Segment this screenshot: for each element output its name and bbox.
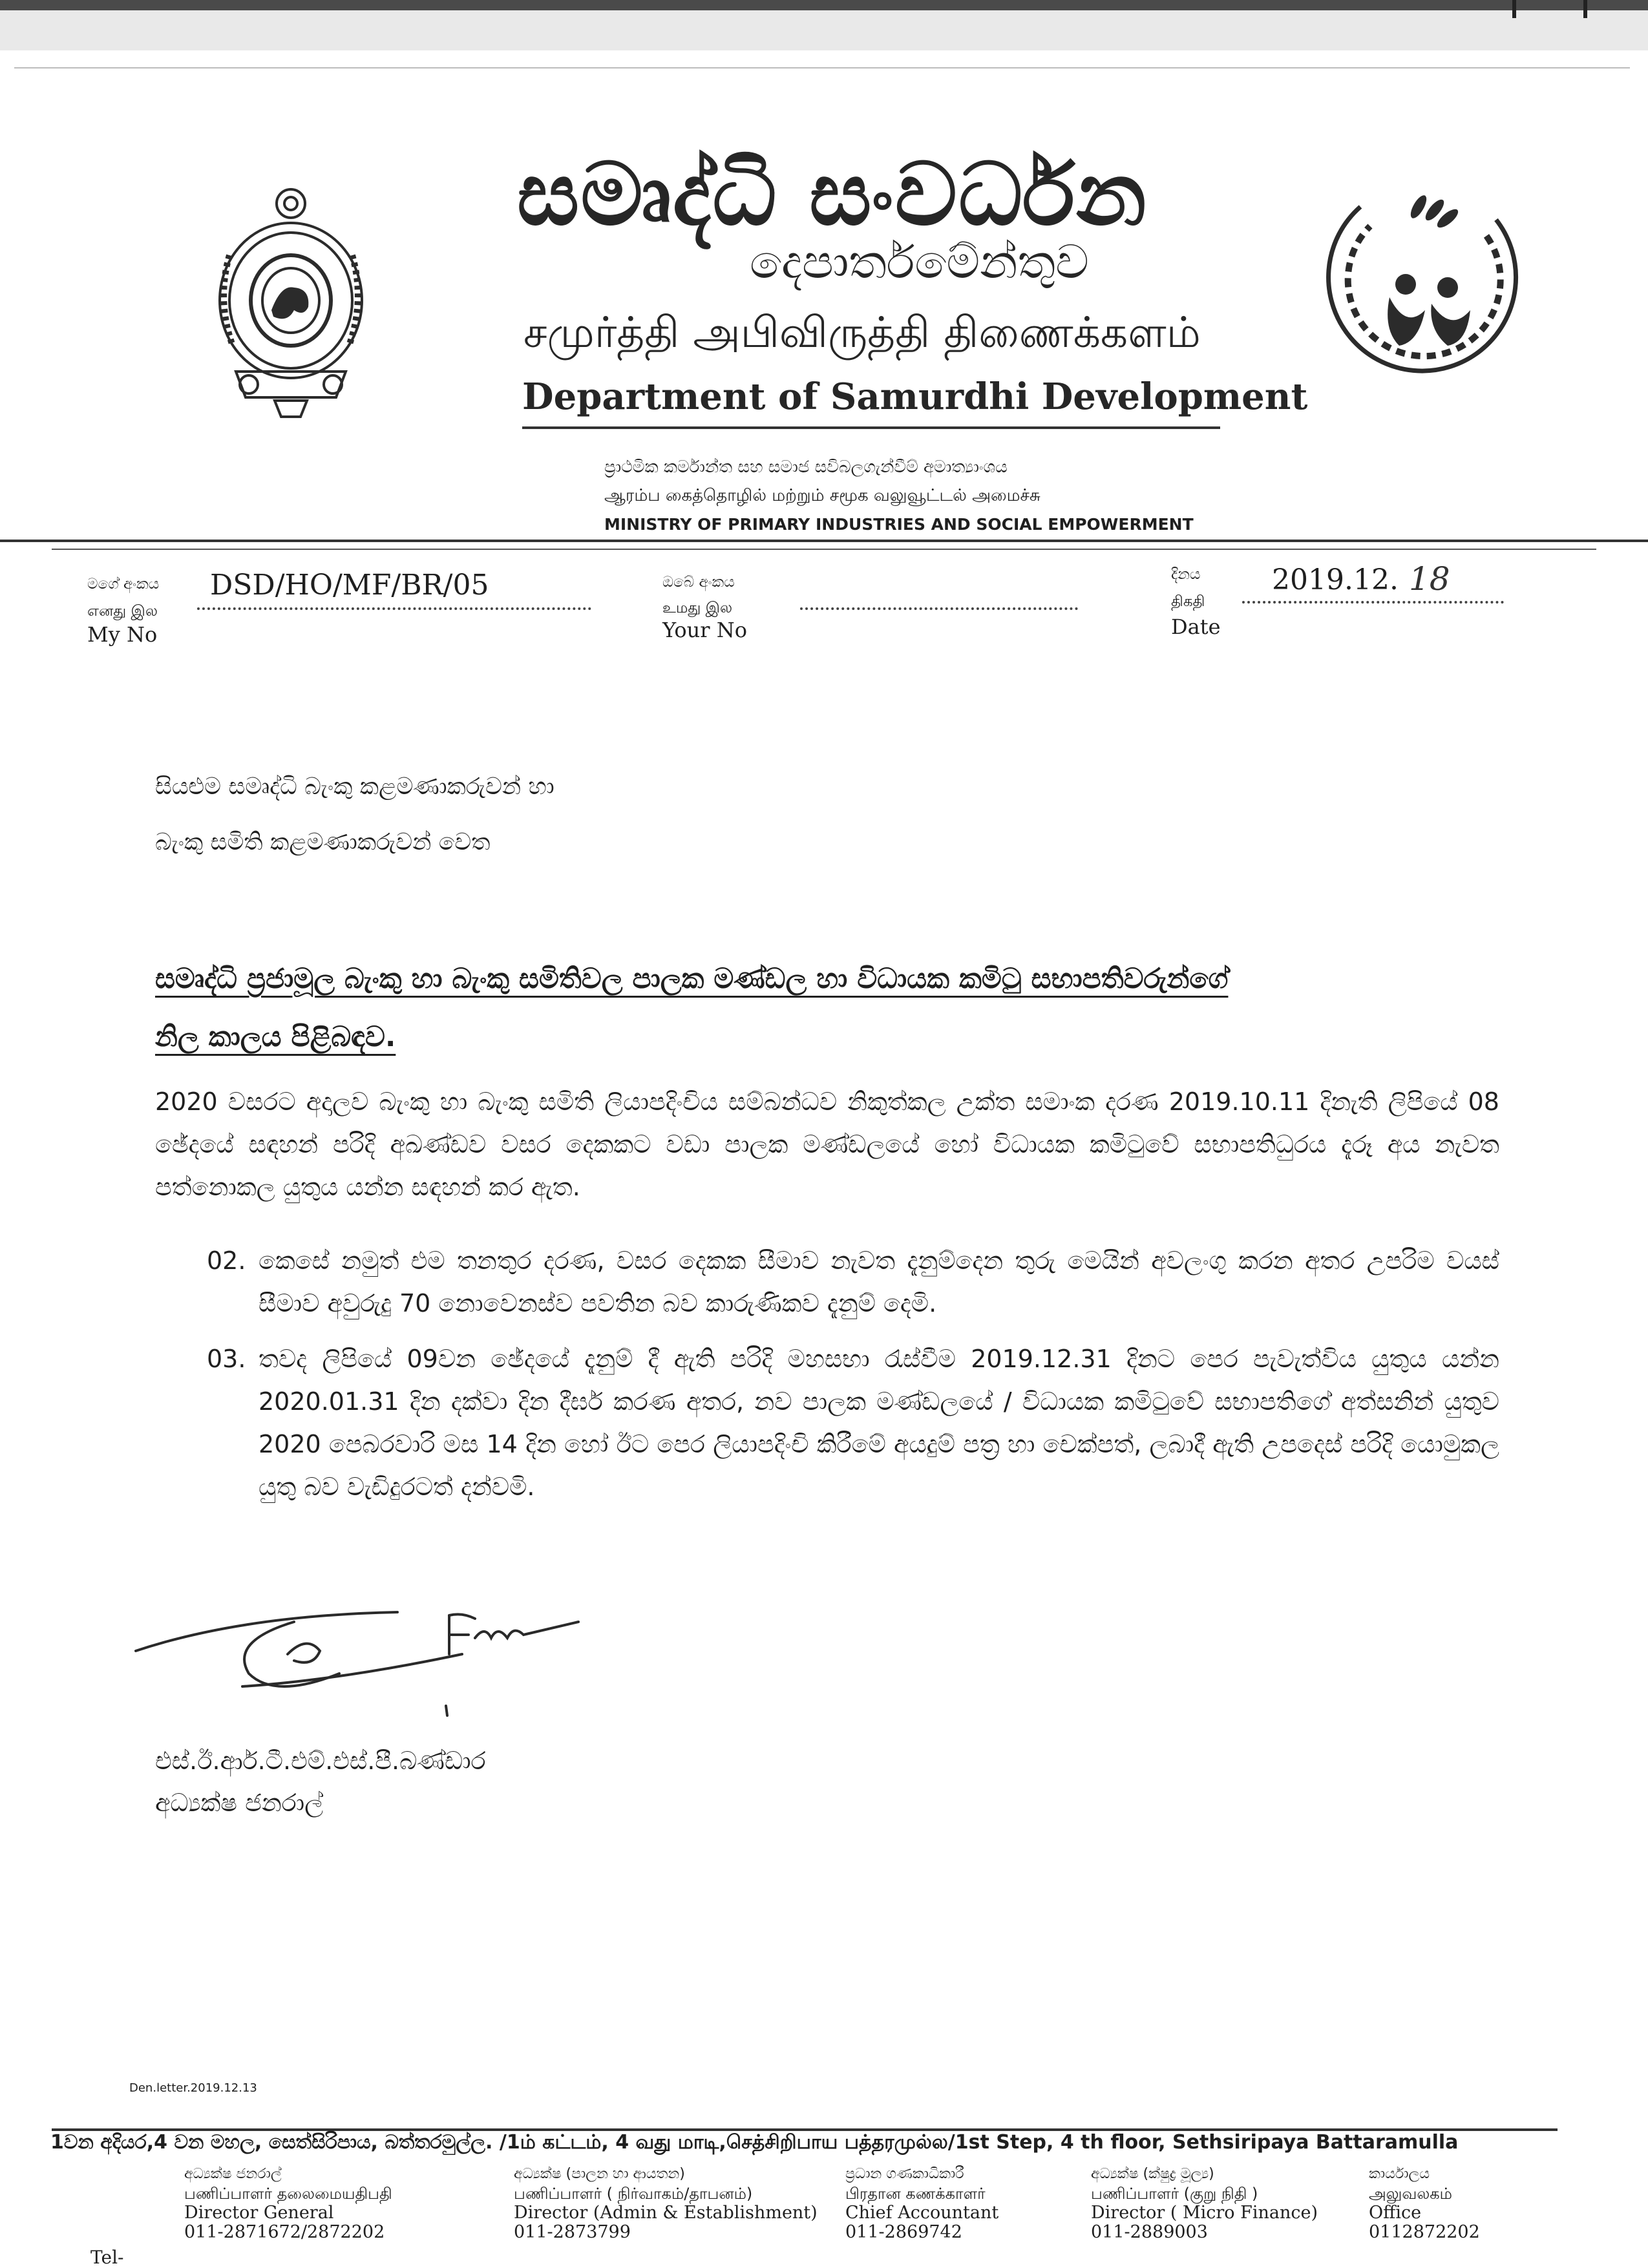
contact-telephone: 011-2889003 [1091, 2222, 1208, 2242]
contact-telephone: 011-2869742 [845, 2222, 962, 2242]
addressee-line-1: සියළුම සමෘද්ධි බැංකු කළමණාකරුවන් හා [155, 773, 555, 800]
item-2-text: කෙසේ නමුත් එම තනතුර දරණ, වසර දෙකක සීමාව නැවත දැනුම්දෙන තුරු මෙයින් අවලංගු කරන අතර උපරිම වයස් සීමාව අවුරුදු 70 නොවෙනස්ව පවතින බව කාරුණිකව දැනුම් දෙමි. [259, 1246, 1499, 1318]
contact-telephone: 011-2871672/2872202 [184, 2222, 385, 2242]
letterhead-divider [522, 426, 1220, 429]
item-2-number: 02. [207, 1246, 246, 1275]
contact-title-english: Director ( Micro Finance) [1091, 2203, 1318, 2223]
contact-title-english: Director (Admin & Establishment) [514, 2203, 818, 2223]
contact-title-tamil: பணிப்பாளர் ( நிர்வாகம்/தாபனம்) [514, 2185, 753, 2203]
samurdhi-logo-icon [1322, 181, 1528, 394]
ministry-name-sinhala: ප්‍රාථමික කර්මාන්ත සහ සමාජ සවිබලගැන්වීම් අමාත්‍යාංශය [604, 457, 1008, 477]
letter-reference-code: Den.letter.2019.12.13 [129, 2081, 257, 2095]
header-rule [0, 540, 1648, 542]
scan-mark [1512, 0, 1516, 18]
item-3-text: තවද ලිපියේ 09වන ඡේදයේ දැනුම් දී ඇති පරිදි මහසභා රැස්වීම 2019.12.31 දිනට පෙර පැවැත්විය යුතුය යන්න 2020.01.31 දින දක්වා දින දීර්ඝ කරණ අතර, නව පාලක මණ්ඩලයේ / විධායක කමිටුවේ සභාපතිගේ අත්සනින් යුතුව 2020 පෙබරවාරි මස 14 දින හෝ ඊට පෙර ලියාපදිංචි කිරීමේ අයදුම් පත්‍ර හා චෙක්පත්, ලබාදී ඇති උපදෙස් පරිදි යොමුකල යුතු බව වැඩිදුරටත් දන්වමි. [259, 1345, 1499, 1501]
item-3-number: 03. [207, 1345, 246, 1373]
addressee-line-2: බැංකු සමිති කළමණාකරුවන් වෙත [155, 829, 491, 856]
subject-line-2: නිල කාලය පිළිබඳව. [155, 1021, 396, 1053]
date-label-sinhala: දිනය [1171, 566, 1201, 583]
contact-title-tamil: அலுவலகம் [1369, 2185, 1452, 2203]
contact-title-tamil: பணிப்பாளர் தலைமையதிபதி [184, 2185, 392, 2203]
scan-border-line [0, 0, 1648, 10]
date-handwritten-day: 18 [1409, 560, 1450, 598]
contact-title-english: Chief Accountant [845, 2203, 999, 2223]
body-paragraph-1: 2020 වසරට අදාලව බැංකු හා බැංකු සමිති ලියාපදිංචිය සම්බන්ධව නිකුත්කල උක්ත සමාංක දරණ 2019.10.11 දිනැති ලිපියේ 08 ඡේදයේ සඳහන් පරිදි අඛණ්ඩව වසර දෙකකට වඩා පාලක මණ්ඩලයේ හෝ විධායක කමිටුවේ සභාපතිධුරය දැරූ අය නැවත පත්නොකල යුතුය යන්න සඳහන් කර ඇත. [155, 1087, 1499, 1201]
my-no-label-english: My No [87, 622, 158, 647]
department-title-sinhala: සමෘද්ධි සංවර්ධන [517, 143, 1148, 245]
your-no-label-tamil: உமது இல [662, 600, 733, 616]
contact-telephone: 0112872202 [1369, 2222, 1480, 2242]
contact-title-english: Director General [184, 2203, 334, 2223]
header-rule-secondary [52, 549, 1596, 550]
footer-address: 1වන අදියර,4 වන මහල, සෙත්සිරිපාය, බත්තරමුල්ල. /1ம் கட்டம், 4 வது மாடி,செத்சிறிபாய பத்தரமுல்ல/1st Step, 4 th floor, Sethsiripaya Battaramulla [50, 2131, 1459, 2154]
contact-title-sinhala: අධ්‍යක්ෂ (ක්ෂුද්‍ර මූල්‍ය) [1091, 2166, 1214, 2182]
contact-title-english: Office [1369, 2203, 1422, 2223]
department-subtitle-sinhala: දෙපාර්තමේන්තුව [750, 235, 1089, 289]
contact-title-tamil: பணிப்பாளர் (குறு நிதி ) [1091, 2185, 1258, 2203]
date-value: 2019.12. [1272, 563, 1399, 596]
my-no-dotted-line [197, 607, 591, 610]
my-no-label-sinhala: මගේ අංකය [87, 576, 160, 593]
ministry-name-english: MINISTRY OF PRIMARY INDUSTRIES AND SOCIAL EMPOWERMENT [604, 515, 1194, 534]
footer-contact-chief-accountant [845, 2165, 998, 2242]
my-no-label-tamil: எனது இல [87, 603, 158, 620]
contact-title-sinhala: අධ්‍යක්ෂ (පාලන හා ආයතන) [514, 2166, 685, 2182]
scan-mark [1583, 0, 1587, 18]
contact-title-sinhala: අධ්‍යක්ෂ ජනරාල් [184, 2166, 282, 2182]
national-emblem-icon [197, 178, 385, 423]
contact-title-sinhala: ප්‍රධාන ගණකාධිකාරී [845, 2166, 964, 2182]
signatory-title: අධ්‍යක්ෂ ජනරාල් [155, 1789, 324, 1817]
footer-contact-director-micro-finance [1091, 2165, 1318, 2242]
date-label-tamil: திகதி [1171, 593, 1205, 610]
handwritten-signature [126, 1577, 617, 1732]
subject-line-1: සමෘද්ධි ප්‍රජාමූල බැංකු හා බැංකු සමිතිවල පාලක මණ්ඩල හා විධායක කමිටු සභාපතිවරුන්ගේ [155, 963, 1229, 995]
telephone-label: Tel- [90, 2247, 124, 2268]
your-no-dotted-line [800, 607, 1078, 610]
signatory-name: එස්.ඊ.ආර්.ටී.එම්.එස්.පී.බණ්ඩාර [155, 1747, 486, 1775]
your-no-label-english: Your No [662, 618, 747, 642]
footer-contact-office [1369, 2165, 1480, 2242]
ministry-name-tamil: ஆரம்ப கைத்தொழில் மற்றும் சமூக வலுவூட்டல் அமைச்சு [604, 486, 1041, 505]
your-no-label-sinhala: ඔබේ අංකය [662, 574, 735, 591]
my-no-value: DSD/HO/MF/BR/05 [210, 569, 489, 602]
date-dotted-line [1242, 601, 1504, 604]
footer-contact-director-admin [514, 2165, 818, 2242]
contact-telephone: 011-2873799 [514, 2222, 631, 2242]
paper-edge [14, 67, 1630, 68]
contact-title-sinhala: කාර්යාලය [1369, 2166, 1430, 2182]
department-title-english: Department of Samurdhi Development [522, 375, 1308, 418]
contact-title-tamil: பிரதான கணக்காளர் [845, 2185, 986, 2203]
department-title-tamil: சமுர்த்தி அபிவிருத்தி திணைக்களம் [523, 308, 1201, 357]
footer-contact-director-general [184, 2165, 392, 2242]
date-label-english: Date [1171, 614, 1221, 639]
